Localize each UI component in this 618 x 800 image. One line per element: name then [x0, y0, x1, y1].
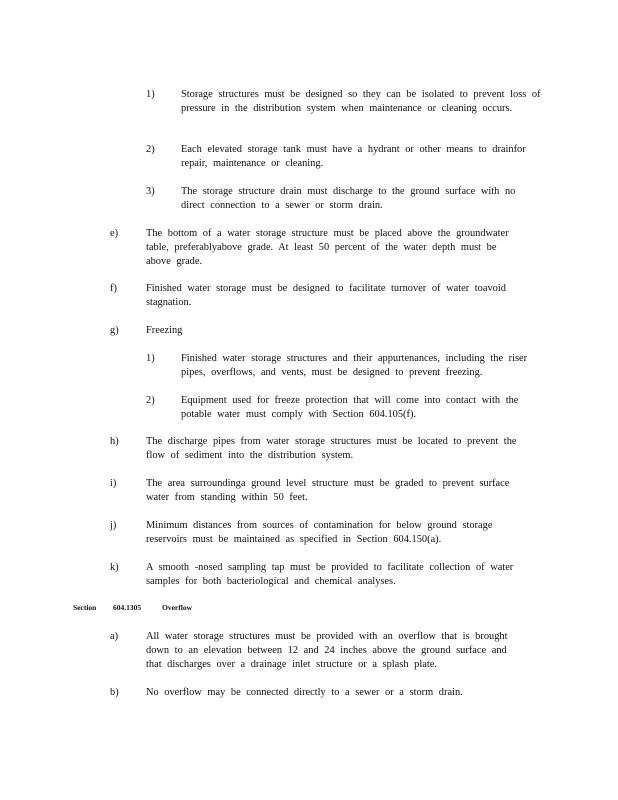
item-text: Storage structures must be designed so they can be isolated to prevent loss of pressure in the distribution system when maintenance or cleaning occurs.	[181, 89, 541, 115]
item-label: j)	[110, 520, 117, 531]
item-label: k)	[110, 562, 119, 573]
item-label: 2)	[146, 395, 155, 406]
item-text: Each elevated storage tank must have a hydrant or other means to drainfor repair, maintenance or cleaning.	[181, 144, 526, 170]
item-label: a)	[110, 631, 119, 642]
item-text: Minimum distances from sources of contamination for below ground storage reservoirs must be maintained as specified in Section 604.150(a).	[146, 520, 493, 546]
item-label: 1)	[146, 353, 155, 364]
item-label: 3)	[146, 186, 155, 197]
item-label: e)	[110, 228, 119, 239]
item-text: Finished water storage must be designed to facilitate turnover of water toavoid stagnation.	[146, 283, 506, 309]
item-label: f)	[110, 283, 117, 294]
section-word: Section	[73, 603, 97, 612]
item-text: The discharge pipes from water storage structures must be located to prevent the flow of sediment into the distribution system.	[146, 436, 517, 462]
section-number: 604.1305	[113, 603, 142, 612]
item-text: The area surroundinga ground level structure must be graded to prevent surface water from standing within 50 feet.	[146, 478, 510, 504]
item-text: The storage structure drain must discharge to the ground surface with no direct connection to a sewer or storm drain.	[181, 186, 516, 212]
item-text: A smooth -nosed sampling tap must be provided to facilitate collection of water samples for both bacteriological and chemical analyses.	[146, 562, 514, 588]
item-label: 1)	[146, 89, 155, 100]
item-text: No overflow may be connected directly to a sewer or a storm drain.	[146, 687, 463, 698]
item-label: g)	[110, 325, 119, 336]
section-title: Overflow	[162, 603, 192, 612]
item-text: Freezing	[146, 325, 183, 336]
item-label: 2)	[146, 144, 155, 155]
item-label: h)	[110, 436, 119, 447]
item-label: i)	[110, 478, 117, 489]
item-label: b)	[110, 687, 119, 698]
item-text: Equipment used for freeze protection that will come into contact with the potable water must comply with Section 604.105(f).	[181, 395, 519, 421]
item-text: The bottom of a water storage structure must be placed above the groundwater table, preferablyabove grade. At least 50 percent of the water depth must be above grade.	[146, 228, 509, 268]
item-text: All water storage structures must be provided with an overflow that is brought down to an elevation between 12 and 24 inches above the ground surface and that discharges over a drainage inlet structure or a splash plate.	[146, 631, 508, 671]
item-text: Finished water storage structures and their appurtenances, including the riser pipes, overflows, and vents, must be designed to prevent freezing.	[181, 353, 528, 379]
